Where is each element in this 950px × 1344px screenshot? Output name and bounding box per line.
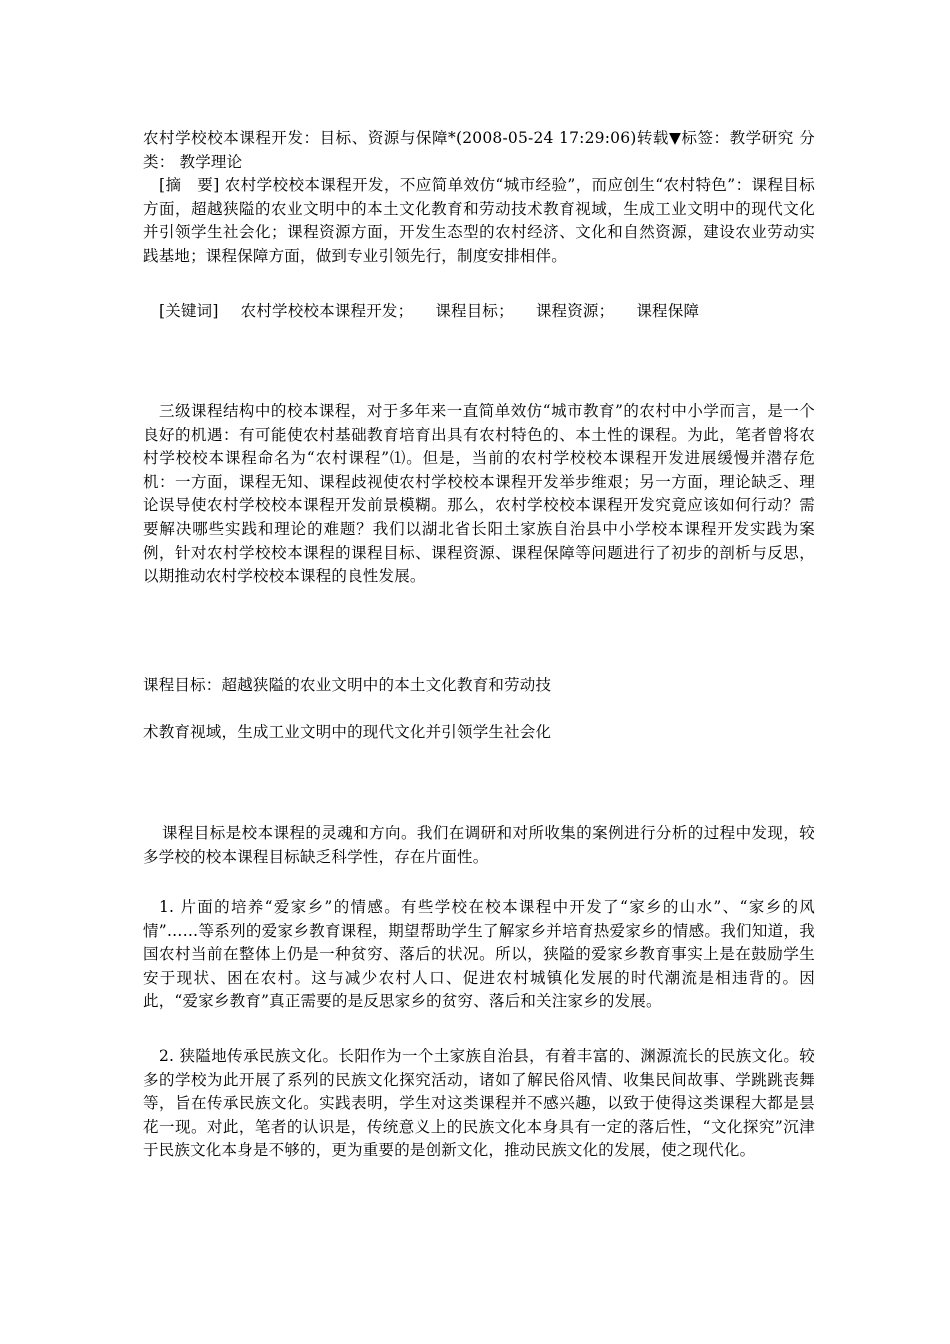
point-2-paragraph: 2. 狭隘地传承民族文化。长阳作为一个土家族自治县，有着丰富的、渊源流长的民族文化。较多的学校为此开展了系列的民族文化探究活动，诸如了解民俗风情、收集民间故事、学跳跳丧舞等，旨在传承民族文化。实践表明，学生对这类课程并不感兴趣，以致于使得这类课程大都是昙花一现。对此，笔者的认识是，传统意义上的民族文化本身具有一定的落后性，“文化探究”沉津于民族文化本身是不够的，更为重要的是创新文化，推动民族文化的发展，使之现代化。 xyxy=(143,1047,815,1160)
abstract-paragraph: [摘 要] 农村学校校本课程开发，不应简单效仿“城市经验”，而应创生“农村特色”：课程目标方面，超越狭隘的农业文明中的本土文化教育和劳动技术教育视域，生成工业文明中的现代文化并引领学生社会化；课程资源方面，开发生态型的农村经济、文化和自然资源，建设农业劳动实践基地；课程保障方面，做到专业引领先行，制度安排相伴。 xyxy=(143,176,815,265)
keyword-item: 课程目标； xyxy=(435,302,514,320)
keywords-line xyxy=(143,300,815,324)
keyword-item: 农村学校校本课程开发； xyxy=(240,302,414,320)
keyword-item: 课程资源； xyxy=(535,302,615,320)
keyword-item: 课程保障 xyxy=(636,302,700,320)
goal-paragraph: 课程目标是校本课程的灵魂和方向。我们在调研和对所收集的案例进行分析的过程中发现，较多学校的校本课程目标缺乏科学性，存在片面性。 xyxy=(143,824,815,866)
intro-paragraph: 三级课程结构中的校本课程，对于多年来一直简单效仿“城市教育”的农村中小学而言，是一个良好的机遇：有可能使农村基础教育培育出具有农村特色的、本土性的课程。为此，笔者曾将农村学校校本课程命名为“农村课程”⑴。但是，当前的农村学校校本课程开发进展缓慢并潜存危机：一方面，课程无知、课程歧视使农村学校校本课程开发举步维艰；另一方面，理论缺乏、理论误导使农村学校校本课程开发前景模糊。那么，农村学校校本课程开发究竟应该如何行动？需要解决哪些实践和理论的难题？我们以湖北省长阳土家族自治县中小学校本课程开发实践为案例，针对农村学校校本课程的课程目标、课程资源、课程保障等问题进行了初步的剖析与反思，以期推动农村学校校本课程的良性发展。 xyxy=(143,402,815,586)
section-title-line-1: 课程目标：超越狭隘的农业文明中的本土文化教育和劳动技 xyxy=(143,676,552,694)
point-1-paragraph: 1. 片面的培养“爱家乡”的情感。有些学校在校本课程中开发了“家乡的山水”、“家乡的风情”……等系列的爱家乡教育课程，期望帮助学生了解家乡并培育热爱家乡的情感。我们知道，我国农村当前在整体上仍是一种贫穷、落后的状况。所以，狭隘的爱家乡教育事实上是在鼓励学生安于现状、困在农村。这与减少农村人口、促进农村城镇化发展的时代潮流是相违背的。因此，“爱家乡教育”真正需要的是反思家乡的贫穷、落后和关注家乡的发展。 xyxy=(143,898,815,1011)
keywords-label: [关键词] xyxy=(159,302,219,320)
section-title-line-2: 术教育视域，生成工业文明中的现代文化并引领学生社会化 xyxy=(143,723,552,741)
document-header: 农村学校校本课程开发：目标、资源与保障*(2008-05-24 17:29:06)转载▼标签：教学研究 分类： 教学理论 xyxy=(143,129,815,171)
